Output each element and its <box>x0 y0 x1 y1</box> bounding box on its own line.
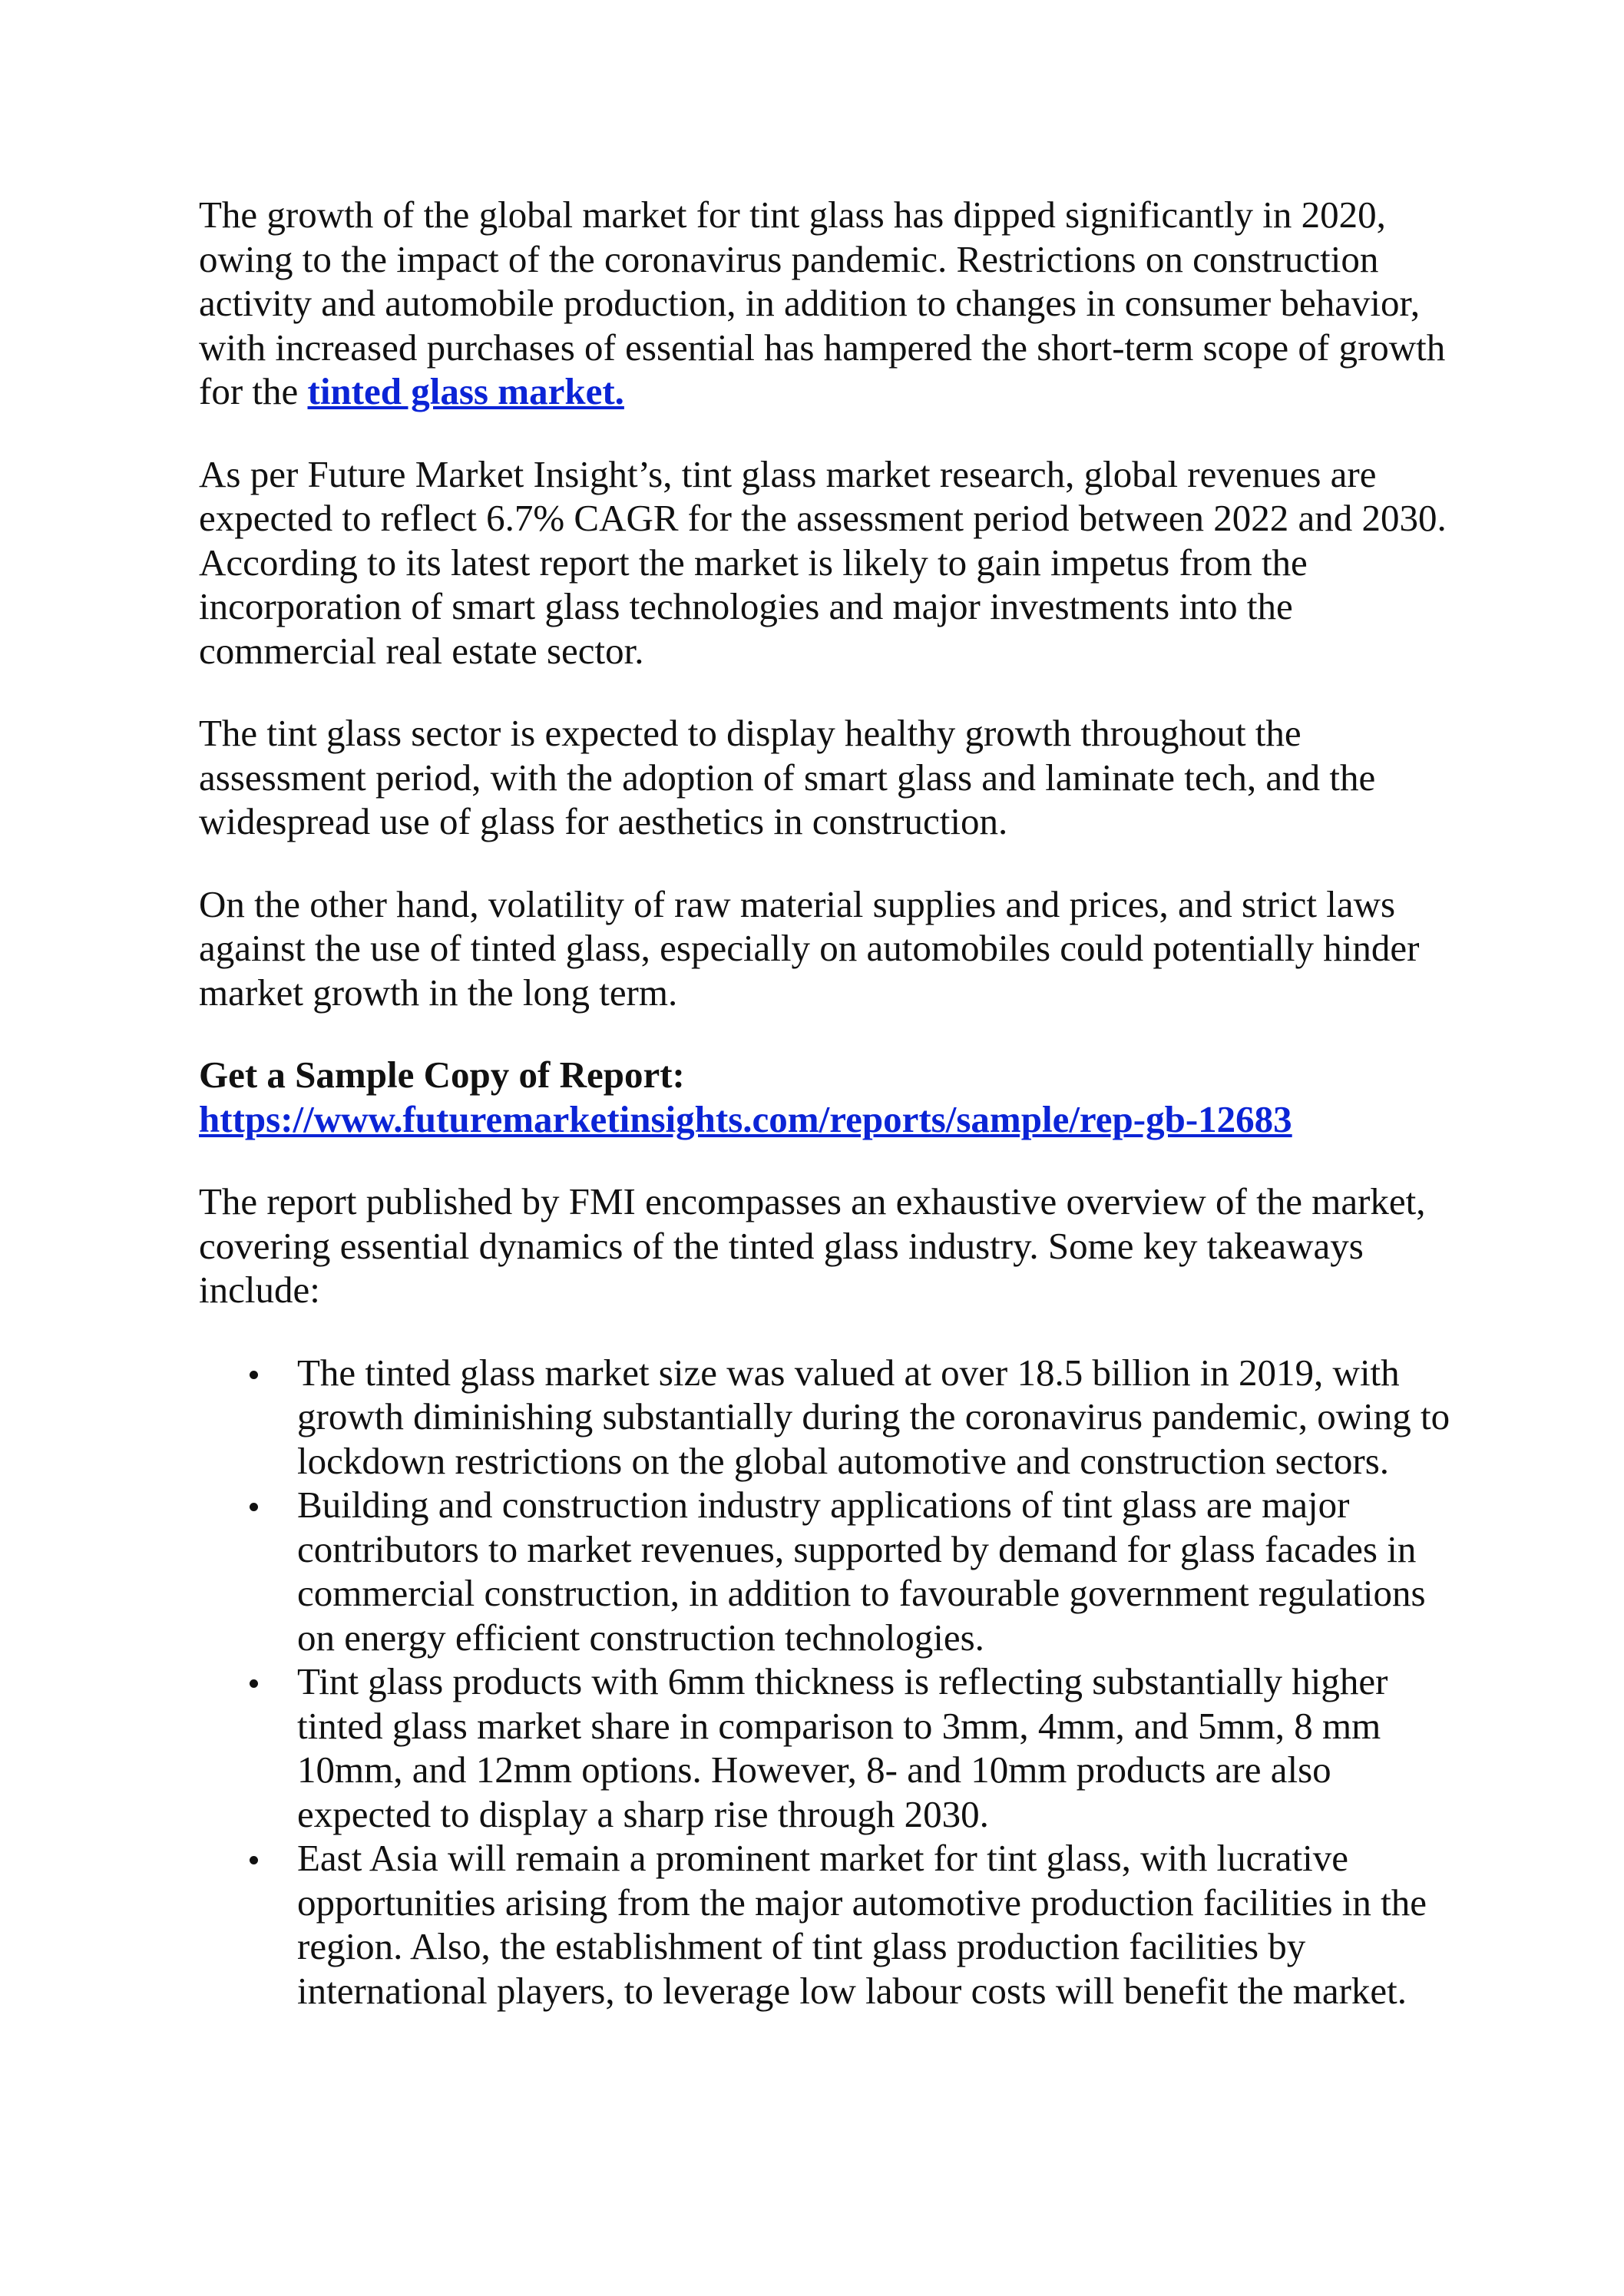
bullet-icon <box>250 1503 258 1511</box>
bullet-icon <box>250 1856 258 1864</box>
sample-report-link[interactable]: https://www.futuremarketinsights.com/reports/sample/rep-gb-12683 <box>199 1097 1292 1140</box>
list-item-text: The tinted glass market size was valued at over 18.5 billion in 2019, with growth diminishing substantially during the coronavirus pandemic, owing to lockdown restrictions on the global automotive and construction sectors. <box>297 1351 1450 1482</box>
list-item <box>199 1351 1458 1484</box>
tinted-glass-market-link[interactable]: tinted glass market. <box>307 370 624 412</box>
document-page <box>199 193 1458 2013</box>
list-item <box>199 1659 1458 1836</box>
cagr-paragraph: As per Future Market Insight’s, tint glass market research, global revenues are expected to reflect 6.7% CAGR for the assessment period between 2022 and 2030. According to its latest report the market is likely to gain impetus from the incorporation of smart glass technologies and major investments into the commercial real estate sector. <box>199 452 1447 672</box>
list-item <box>199 1483 1458 1659</box>
bullet-icon <box>250 1679 258 1688</box>
sample-report-heading: Get a Sample Copy of Report: <box>199 1054 685 1096</box>
restraints-paragraph: On the other hand, volatility of raw material supplies and prices, and strict laws against the use of tinted glass, especially on automobiles could potentially hinder market growth in the long term. <box>199 882 1420 1014</box>
list-item-text: Tint glass products with 6mm thickness is reflecting substantially higher tinted glass market share in comparison to 3mm, 4mm, and 5mm, 8 mm 10mm, and 12mm options. However, 8- and 10mm products are also expected to display a sharp rise through 2030. <box>297 1660 1388 1835</box>
sample-report-block <box>199 1053 1458 1141</box>
growth-paragraph: The tint glass sector is expected to display healthy growth throughout the assessment period, with the adoption of smart glass and laminate tech, and the widespread use of glass for aesthetics in construction. <box>199 712 1376 842</box>
intro-paragraph <box>199 193 1458 414</box>
list-item-text: Building and construction industry applications of tint glass are major contributors to market revenues, supported by demand for glass facades in commercial construction, in addition to favourable government regulations on energy efficient construction technologies. <box>297 1484 1426 1659</box>
key-takeaways-list <box>199 1351 1458 2013</box>
report-overview-paragraph: The report published by FMI encompasses an exhaustive overview of the market, covering essential dynamics of the tinted glass industry. Some key takeaways include: <box>199 1180 1426 1311</box>
bullet-icon <box>250 1371 258 1379</box>
intro-paragraph-text: The growth of the global market for tint glass has dipped significantly in 2020, owing to the impact of the coronavirus pandemic. Restrictions on construction activity and automobile production, in addition to changes in consumer behavior, with increased purchases of essential has hampered the short-term scope of growth for the <box>199 194 1446 412</box>
list-item-text: East Asia will remain a prominent market for tint glass, with lucrative opportunities arising from the major automotive production facilities in the region. Also, the establishment of tint glass production facilities by international players, to leverage low labour costs will benefit the market. <box>297 1837 1427 2012</box>
list-item <box>199 1836 1458 2013</box>
